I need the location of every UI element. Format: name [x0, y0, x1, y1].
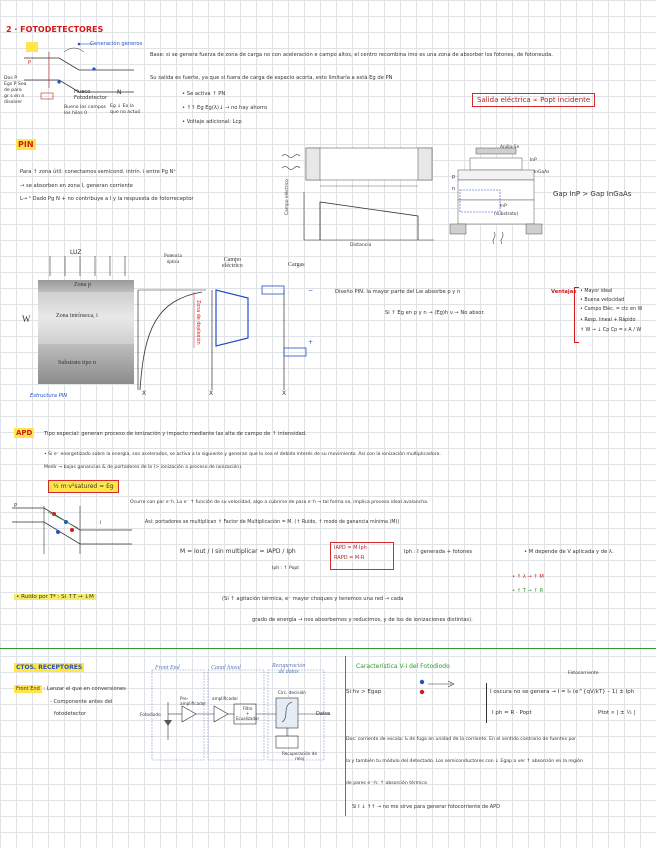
pin-field-figure — [278, 144, 438, 252]
light-label: LUZ — [70, 249, 82, 256]
inp-label-ingaas: InGaAs — [534, 170, 550, 175]
pin-structure-caption: Estructura PIN — [30, 393, 68, 399]
apd-line-1: Tipo especial: generan proceso de ionización y impacto mediante las alta de campo de ↑ intensidad. — [44, 431, 307, 437]
pin-line-1: Para ↑ zona útil: conectamos semicond. intrín. i entre Pg N⁺ — [20, 169, 177, 175]
pin-advantages-label: Ventajas — [551, 289, 577, 295]
band-label-generation: Generación generos — [90, 41, 143, 47]
pin-zone-p-label: Zona p — [74, 282, 91, 288]
pin-zone-n-label: Substrato tipo n — [58, 360, 97, 366]
apd-energy-formula: ½ m·v²satured = Eg — [48, 480, 119, 493]
apd-line-2: • Si e⁻ energetizado sobre la energía, son acelerados, se activa a la siguiente y generan que lo sea el debido interés de su movimiento. Así con la ionización multiplicadora. — [44, 452, 441, 457]
optical-power-label: Potencia óptica — [164, 253, 182, 265]
inp-label-n: n — [452, 186, 456, 192]
photodetector-desc: Su salida es fuerte, ya que si fuera de carga de espacio acorta, esto limitaría a está Eg de PN — [150, 75, 393, 81]
pin-design-note: Diseño PIN: la mayor parte del Lw absorbe p y n — [335, 289, 461, 295]
front-end-note — [14, 686, 126, 692]
rx-decision-label: Circ. decisión — [278, 690, 306, 695]
photon-absorption-sketch — [412, 676, 464, 698]
vi-line-5: Dos: corriente de escala: I₀ de fuga en unidad de la corriente. En el sentido contrario de fuentes por — [346, 737, 577, 742]
rx-preamp-label: Pre- amplificador — [180, 696, 207, 706]
pin-zone-i-label: Zona intrínseca, i — [56, 313, 98, 319]
rx-data-label: Datos — [316, 711, 331, 717]
pin-advantages-brace — [574, 287, 579, 343]
front-end-desc-3: fotodetector — [54, 711, 87, 717]
rx-linear-channel-label: Canal lineal — [211, 665, 241, 671]
apd-m-note: Iph : ↑ Popt — [272, 566, 300, 571]
band-side-note: Dos P Egs P Sea de para gr s en n disolver — [4, 76, 27, 105]
apd-line-6: Iph : I generada + fotones — [404, 549, 473, 555]
apd-band-i: i — [100, 520, 102, 526]
section-divider — [0, 648, 656, 649]
apd-thermal-noise: • Ruido por Tª : Si ↑T → ↓M — [16, 594, 94, 600]
apd-line-11: (Si ↑ agitación térmica, e⁻ mayor choques y tenemos una red → cada — [222, 596, 404, 602]
vi-line-6: la y también tu módulo del detectado. Los semiconductores con ↓ Egap a ver ↑ absorción en la región — [346, 759, 583, 764]
band-eg-note: Eg ↓ Eo la que no actuó — [110, 104, 141, 115]
front-end-tag: Front End — [16, 686, 40, 692]
rx-data-recovery-label: Recuperación de datos — [272, 663, 306, 675]
pin-title: PIN — [18, 140, 34, 149]
vi-characteristic-title: Característica V-I del Fotodiodo — [356, 663, 450, 670]
axis-x-1: X — [142, 390, 147, 397]
receivers-title: CTOS. RECEPTORES — [16, 664, 83, 671]
svg-text:+: + — [308, 339, 314, 346]
pin-adv-5: ↑ W → ↓ Cp Cp = ε A / W — [580, 328, 642, 333]
apd-m-definition: M = Iout / I sin multiplicar = IAPD / Iph — [180, 548, 296, 555]
rx-filter-label: Filtro + Ecualizador — [236, 706, 260, 721]
section-title-receivers — [14, 664, 84, 671]
band-label-photodetector: Fotodetector — [74, 95, 108, 101]
vi-line-7: de pares e⁻-h: ↑ absorción térmica — [346, 781, 427, 786]
inp-label-p: p — [452, 174, 456, 180]
vi-divider — [345, 656, 346, 816]
apd-line-4: Ocurre con par e⁻h. La e⁻ ↑ función de su velocidad, algo a cubrirse de para e⁻h → tal forma se, implica proceso ideal avalancha. — [130, 500, 429, 505]
rx-photodiode-label: Fotodiodo — [140, 712, 161, 717]
front-end-desc: : Lanzar el que en conversiones — [43, 686, 126, 692]
apd-title: APD — [16, 429, 33, 437]
inp-label-substrate: (substrato) — [494, 212, 519, 217]
apd-gain-responsivity: RAPD = M·R — [334, 555, 365, 561]
apd-line-7: • M depende de V aplicada y de λ. — [524, 549, 614, 555]
pin-adv-4: • Resp. lineal + Rápido — [580, 318, 636, 323]
apd-line-8: • ↑ λ → ↑ M — [512, 574, 544, 580]
gap-comparison: Gap InP > Gap InGaAs — [553, 190, 632, 198]
apd-gain-box — [330, 542, 394, 570]
inp-label-inp: InP — [530, 158, 537, 163]
apd-line-5: Así: portadores se multiplican ↑ Factor de Multiplicación = M. (↑ Ruido, ↑ modo de ganancia mínima (M)) — [145, 520, 400, 525]
pin-adv-2: • Buena velocidad — [580, 298, 625, 303]
photodetector-bullet-1: • Se activa ↑ PN — [182, 91, 226, 97]
rx-clock-label: Recuperación de reloj — [282, 751, 318, 761]
apd-gain-current: IAPD = M·Iph — [334, 545, 367, 551]
vi-equation-bracket — [486, 683, 487, 723]
vi-line-8: Si I ↓ ↑↑ → no me sirve para generar fotocorriente de APD — [352, 804, 501, 810]
pin-fig-xlabel: Distancia — [350, 243, 372, 248]
band-label-n: N — [117, 89, 122, 96]
rx-frontend-label: Front End — [155, 665, 180, 671]
inp-label-ring: Anillo-Sn — [500, 145, 520, 150]
band-label-p: P — [28, 60, 32, 66]
photodetector-bullet-3: • Voltaje adicional: Lcp — [182, 119, 242, 125]
pin-line-3: L→ ¹ Dado Pg N + no contribuye a I y la respuesta de fotorreceptor — [20, 196, 194, 202]
field-label: Campo eléctrico — [222, 257, 243, 269]
vi-condition: Si hν > Egap — [346, 689, 382, 695]
depletion-zone-label: Zona de deplexión — [195, 300, 200, 345]
apd-line-10 — [14, 594, 96, 600]
band-label-hole: Hueco — [74, 89, 91, 95]
photodetector-bullet-2: • ↑↑ Eg Eg(λ)↓ → no hay ahorro — [182, 105, 268, 111]
photodetector-intro: Base: si se genera fuerza de zona de carga no con aceleración e campo altos, el centro recombina imo es una zona de absorber los fotones, de fotoneuda. — [150, 52, 553, 58]
apd-line-3: Medir → bajas ganancias & de portadores de la (> ionización a proceso de ionización). — [44, 465, 243, 470]
svg-text:−: − — [308, 287, 314, 294]
vi-photocurrent-tag: Fotocorriente — [568, 671, 599, 676]
apd-line-12: grado de energía → nos absorbemos y reducimos, y de los de ionizaciones distintas). — [252, 617, 473, 623]
highlight-patch — [26, 42, 38, 52]
charges-label: Cargas — [288, 262, 305, 268]
apd-band-p: P — [14, 503, 18, 509]
axis-x-3: X — [282, 390, 287, 397]
vi-equation-1: I oscura no se genera → I = I₀ (e^{qV/kT} – 1) ± Iph — [490, 689, 635, 695]
pin-adv-1: • Mayor ideal — [580, 289, 613, 294]
pin-adv-3: • Campo Eléc. = ctc en W — [580, 307, 643, 312]
light-arrows — [40, 256, 140, 280]
pin-eg-note: Si ↑ Eg en p y n → (Eg)h ν → No absor. — [385, 310, 485, 316]
section-title-pin — [16, 140, 36, 149]
pin-profiles — [136, 270, 336, 400]
pin-width-label: W — [22, 314, 31, 324]
pin-line-2: → se absorben en zona I, generan corriente — [20, 183, 133, 189]
vi-equation-2: I ph = R · Popt — [492, 710, 532, 716]
apd-line-9: • ↑ T → ↑ R — [512, 588, 544, 594]
vi-equation-3: Ptot ∝ | ± ½ | — [598, 710, 636, 716]
inp-label-inp2: InP — [500, 204, 507, 209]
pin-fig-ylabel: Campo eléctrico — [285, 179, 290, 215]
output-proportional-box: Salida eléctrica ∝ Popt incidente — [472, 93, 595, 107]
rx-amp-label: amplificador — [212, 696, 239, 701]
apd-band-diagram — [8, 500, 138, 560]
band-bottom-note: Bueno los campos los hilos 0 — [64, 105, 106, 116]
axis-x-2: X — [209, 390, 214, 397]
section-title-apd — [14, 429, 34, 437]
front-end-desc-2: - Componente antes del — [50, 699, 113, 705]
section-title-photodetectors: 2 · FOTODETECTORES — [6, 25, 104, 34]
